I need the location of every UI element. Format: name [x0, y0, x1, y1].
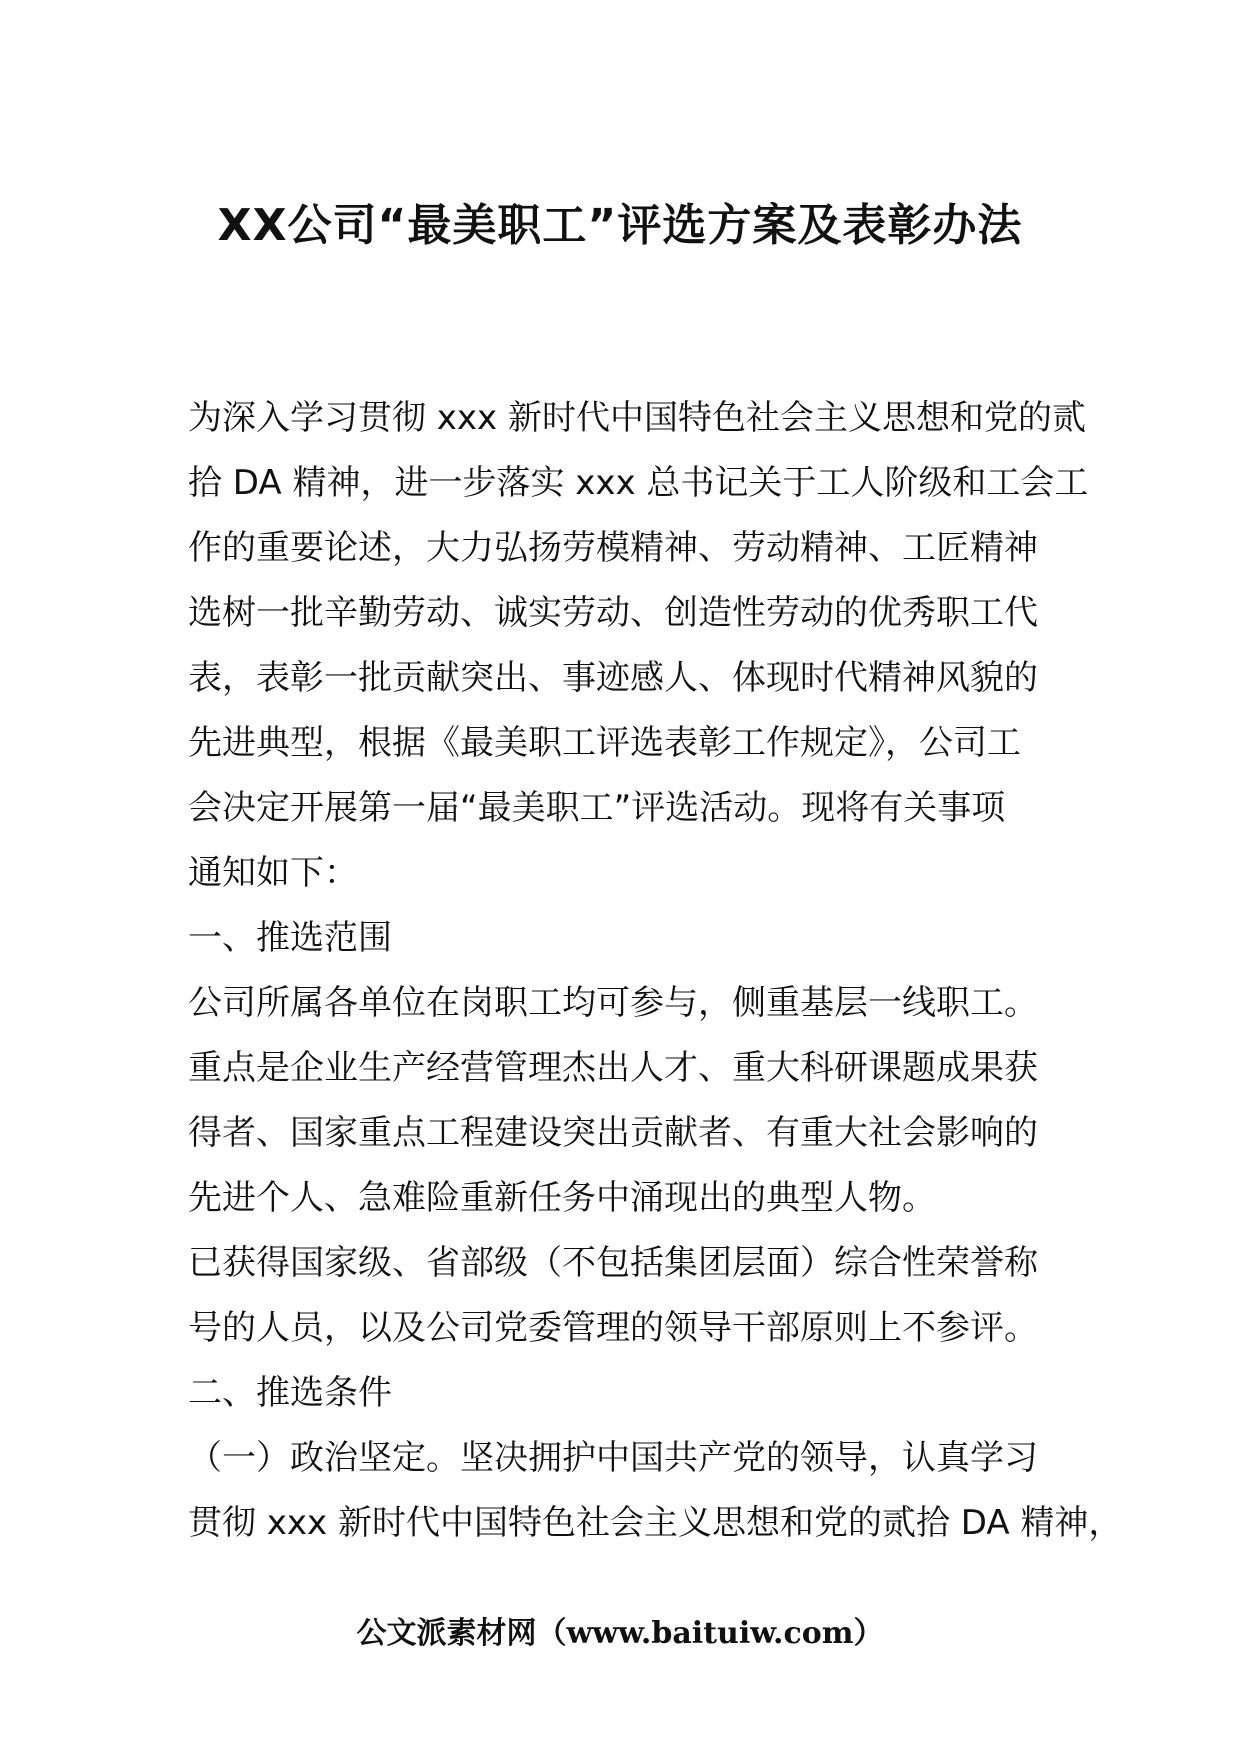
body-line: 已获得国家级、省部级（不包括集团层面）综合性荣誉称 — [188, 1243, 1038, 1283]
body-line: 号的人员，以及公司党委管理的领导干部原则上不参评。 — [188, 1308, 1038, 1348]
body-line: 得者、国家重点工程建设突出贡献者、有重大社会影响的 — [188, 1113, 1038, 1153]
body-line: 选树一批辛勤劳动、诚实劳动、创造性劳动的优秀职工代 — [188, 593, 1038, 633]
body-line: 通知如下： — [188, 853, 358, 893]
body-line: 拾 DA 精神，进一步落实 xxx 总书记关于工人阶级和工会工 — [188, 463, 1089, 503]
body-line: 先进典型，根据《最美职工评选表彰工作规定》，公司工 — [188, 723, 1021, 763]
body-line: 作的重要论述，大力弘扬劳模精神、劳动精神、工匠精神 — [188, 528, 1038, 568]
document-title: XX公司“最美职工”评选方案及表彰办法 — [217, 200, 1023, 251]
body-line: 重点是企业生产经营管理杰出人才、重大科研课题成果获 — [188, 1048, 1038, 1088]
body-line: 贯彻 xxx 新时代中国特色社会主义思想和党的贰拾 DA 精神， — [188, 1503, 1123, 1543]
body-line: 表，表彰一批贡献突出、事迹感人、体现时代精神风貌的 — [188, 658, 1038, 698]
document-body — [188, 386, 1123, 1556]
body-line: （一）政治坚定。坚决拥护中国共产党的领导，认真学习 — [188, 1438, 1038, 1478]
body-line: 公司所属各单位在岗职工均可参与，侧重基层一线职工。 — [188, 983, 1038, 1023]
body-line: 先进个人、急难险重新任务中涌现出的典型人物。 — [188, 1178, 936, 1218]
body-line: 会决定开展第一届“最美职工”评选活动。现将有关事项 — [188, 788, 1006, 828]
section-heading-2: 二、推选条件 — [188, 1373, 392, 1413]
body-line: 为深入学习贯彻 xxx 新时代中国特色社会主义思想和党的贰 — [188, 398, 1086, 438]
footer-watermark: 公文派素材网（www.baituiw.com） — [356, 1616, 884, 1651]
section-heading-1: 一、推选范围 — [188, 918, 392, 958]
